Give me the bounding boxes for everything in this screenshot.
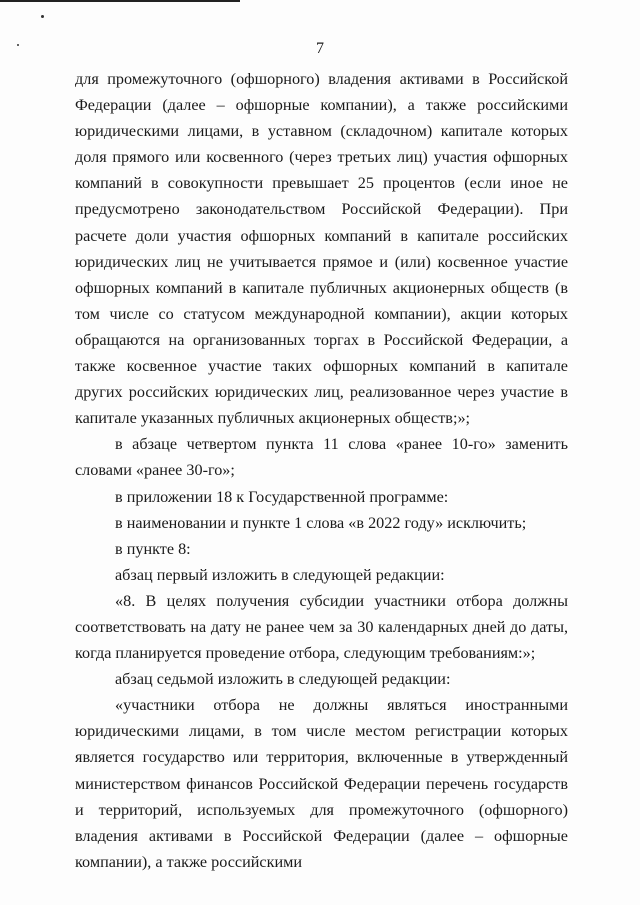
paragraph: абзац седьмой изложить в следующей редакции: <box>115 670 451 689</box>
page-number: 7 <box>316 40 324 57</box>
paragraph: для промежуточного (офшорного) владения активами в Российской Федерации (далее – офшорные компании), а также российскими юридическими лицами, в уставном (складочном) капитале которых доля прямого или косвенного (через третьих лиц) участия офшорных компаний в совокупности превышает 25 процентов (если иное не предусмотрено законодательством Российской Федерации). При расчете доли участия офшорных компаний в капитале российских юридических лиц не учитывается прямое и (или) косвенное участие офшорных компаний в капитале публичных акционерных обществ (в том числе со статусом международной компании), акции которых обращаются на организованных торгах в Российской Федерации, а также косвенное участие таких офшорных компаний в капитале других российских юридических лиц, реализованное через участие в капитале указанных публичных акционерных обществ;»; <box>75 70 568 428</box>
paragraph: в пункте 8: <box>115 539 191 558</box>
paragraph: «участники отбора не должны являться иностранными юридическими лицами, в том числе местом регистрации которых является государство или территория, включенные в утвержденный министерством финансов Российской Федерации перечень государств и территорий, используемых для промежуточного (офшорного) владения активами в Российской Федерации (далее – офшорные компании), а также российскими <box>75 696 568 871</box>
scan-speck <box>41 15 44 18</box>
paragraph: в приложении 18 к Государственной программе: <box>115 487 449 506</box>
document-body <box>75 66 568 875</box>
paragraph: абзац первый изложить в следующей редакции: <box>115 565 445 584</box>
header-rule <box>0 0 240 2</box>
paragraph: в абзаце четвертом пункта 11 слова «ранее 10-го» заменить словами «ранее 30-го»; <box>75 435 568 480</box>
paragraph: «8. В целях получения субсидии участники отбора должны соответствовать на дату не ранее чем за 30 календарных дней до даты, когда планируется проведение отбора, следующим требованиям:»; <box>75 591 568 663</box>
paragraph: в наименовании и пункте 1 слова «в 2022 году» исключить; <box>115 513 527 532</box>
